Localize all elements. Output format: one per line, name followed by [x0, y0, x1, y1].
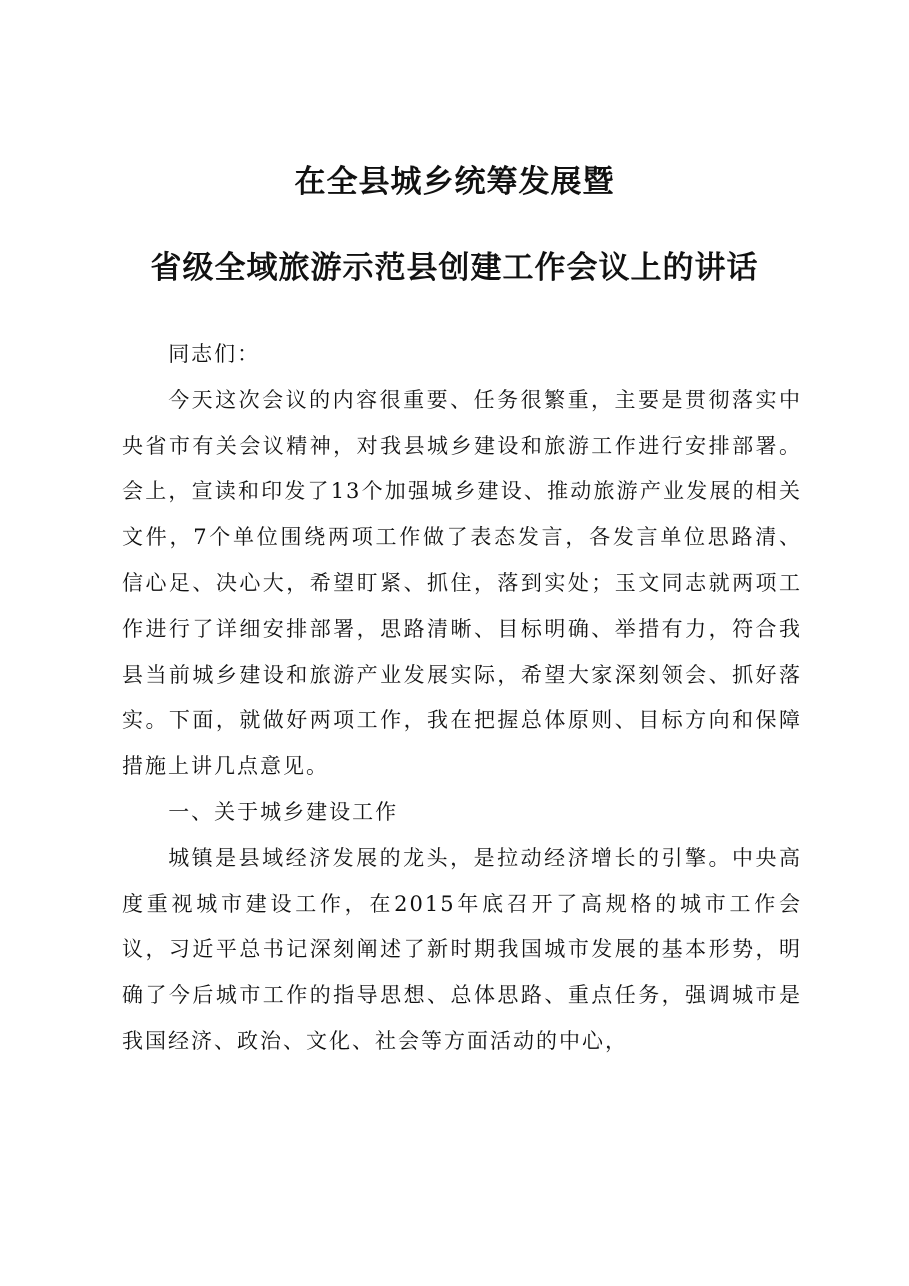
document-title-line-2: 省级全域旅游示范县创建工作会议上的讲话: [150, 250, 759, 286]
salutation: 同志们：: [168, 342, 261, 366]
section-heading: 一、关于城乡建设工作: [168, 799, 399, 824]
section-paragraph: 城镇是县域经济发展的龙头，是拉动经济增长的引擎。中央高度重视城市建设工作，在2015年底召开了高规格的城市工作会议，习近平总书记深刻阐述了新时期我国城市发展的基本形势，明确了今后城市工作的指导思想、总体思路、重点任务，强调城市是我国经济、政治、文化、社会等方面活动的中心，: [122, 845, 802, 1053]
document-title-line-1: 在全县城乡统筹发展暨: [294, 164, 615, 200]
document-body: [122, 332, 802, 1065]
body-paragraph: 今天这次会议的内容很重要、任务很繁重，主要是贯彻落实中央省市有关会议精神，对我县城乡建设和旅游工作进行安排部署。会上，宣读和印发了13个加强城乡建设、推动旅游产业发展的相关文件，7个单位围绕两项工作做了表态发言，各发言单位思路清、信心足、决心大，希望盯紧、抓住，落到实处；玉文同志就两项工作进行了详细安排部署，思路清晰、目标明确、举措有力，符合我县当前城乡建设和旅游产业发展实际，希望大家深刻领会、抓好落实。下面，就做好两项工作，我在把握总体原则、目标方向和保障措施上讲几点意见。: [122, 387, 802, 779]
